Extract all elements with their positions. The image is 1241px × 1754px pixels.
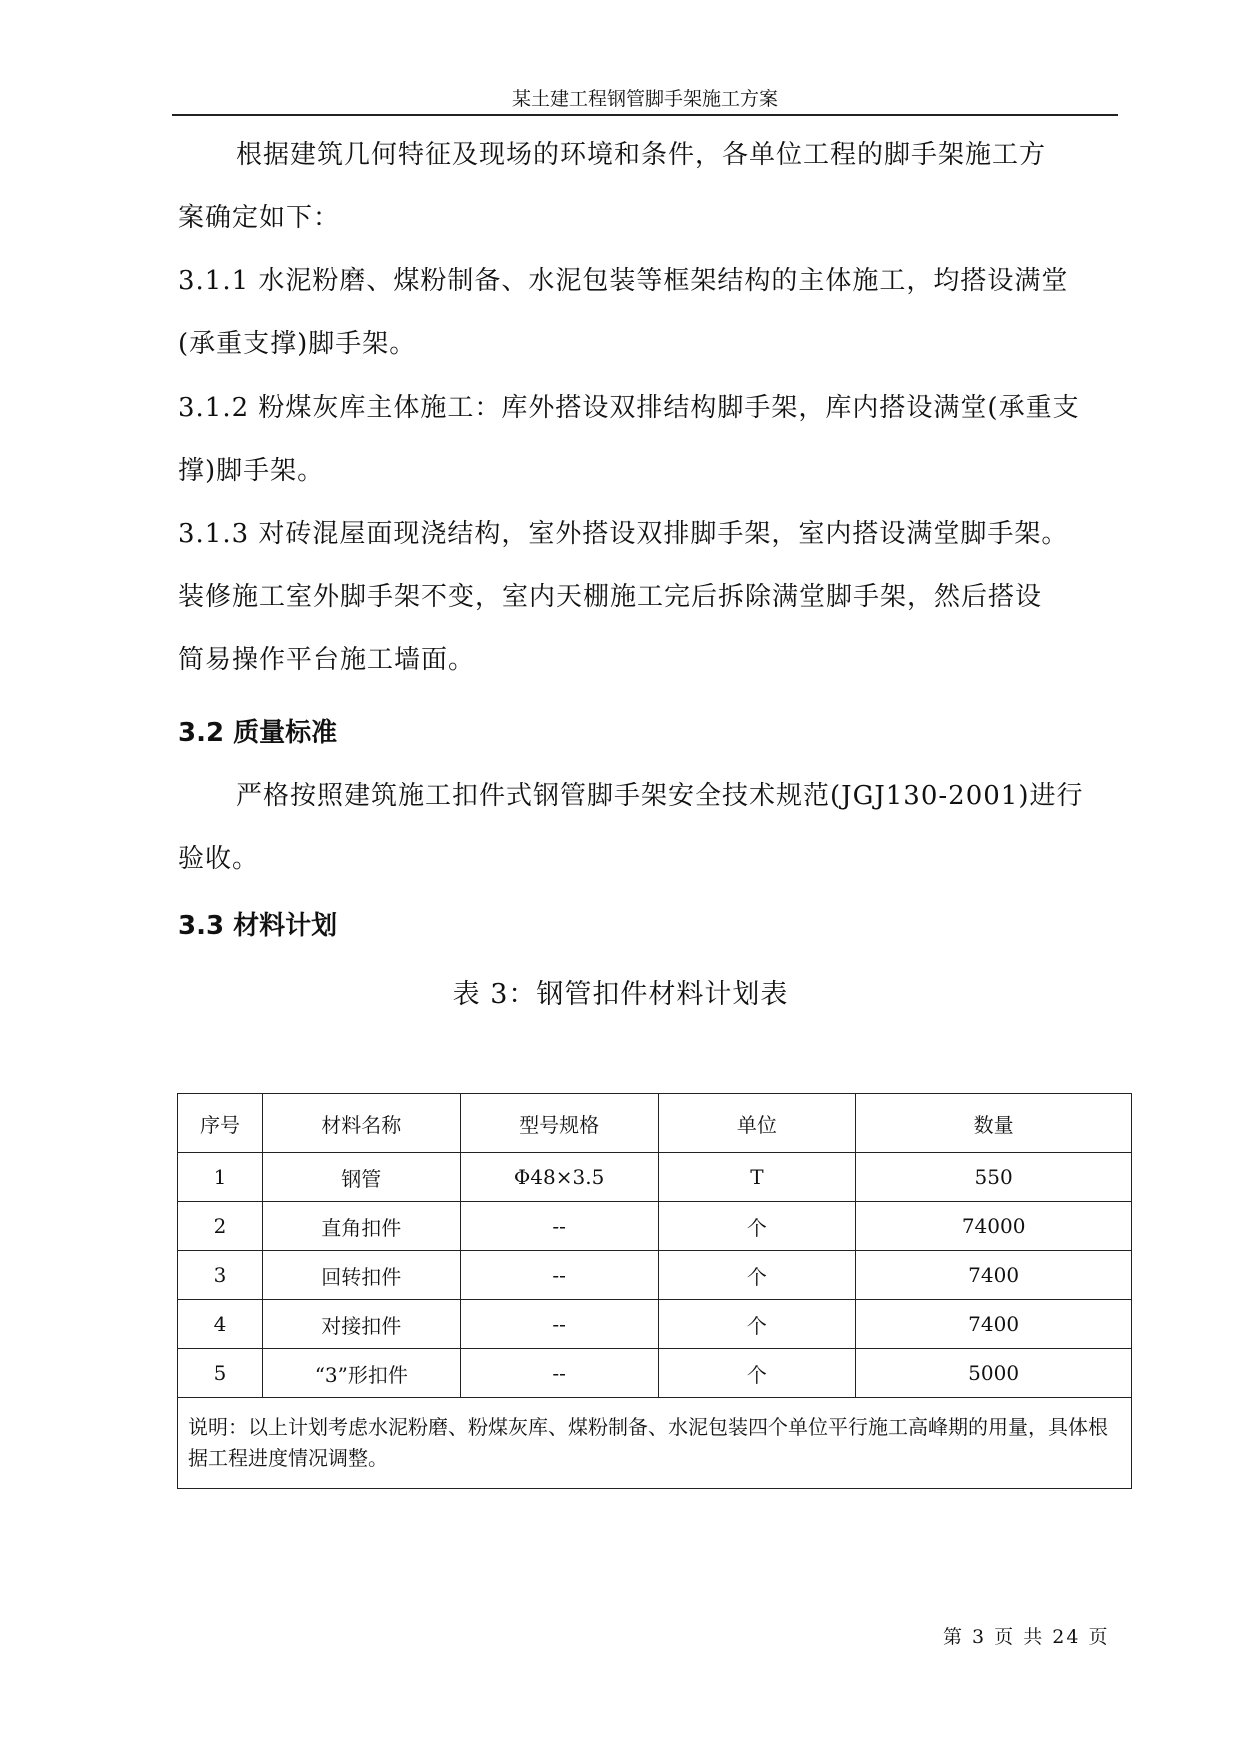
table-cell: -- bbox=[460, 1251, 658, 1300]
table-cell: 个 bbox=[658, 1349, 856, 1398]
paragraph-313-line1: 3.1.3 对砖混屋面现浇结构，室外搭设双排脚手架，室内搭设满堂脚手架。 bbox=[178, 519, 1069, 549]
header-cell-quantity: 数量 bbox=[856, 1094, 1132, 1153]
table-cell: 个 bbox=[658, 1202, 856, 1251]
paragraph-311-line2: (承重支撑)脚手架。 bbox=[178, 329, 417, 359]
table-cell: 钢管 bbox=[262, 1153, 460, 1202]
page-header: 某土建工程钢管脚手架施工方案 bbox=[172, 84, 1118, 116]
table-cell: 个 bbox=[658, 1251, 856, 1300]
table-cell: 回转扣件 bbox=[262, 1251, 460, 1300]
table-cell: “3”形扣件 bbox=[262, 1349, 460, 1398]
table-note: 说明：以上计划考虑水泥粉磨、粉煤灰库、煤粉制备、水泥包装四个单位平行施工高峰期的用量，具体根据工程进度情况调整。 bbox=[178, 1398, 1132, 1489]
paragraph-312-line1: 3.1.2 粉煤灰库主体施工：库外搭设双排结构脚手架，库内搭设满堂(承重支 bbox=[178, 393, 1080, 423]
page-footer: 第 3 页 共 24 页 bbox=[943, 1626, 1110, 1648]
table-cell: 对接扣件 bbox=[262, 1300, 460, 1349]
table-cell: T bbox=[658, 1153, 856, 1202]
table-cell: -- bbox=[460, 1202, 658, 1251]
table-cell: 个 bbox=[658, 1300, 856, 1349]
table-header-row bbox=[178, 1094, 1132, 1153]
table-cell: 7400 bbox=[856, 1251, 1132, 1300]
paragraph-quality-line1: 严格按照建筑施工扣件式钢管脚手架安全技术规范(JGJ130-2001)进行 bbox=[236, 781, 1084, 811]
table-cell: 74000 bbox=[856, 1202, 1132, 1251]
table-cell: 5000 bbox=[856, 1349, 1132, 1398]
paragraph-quality-line2: 验收。 bbox=[178, 844, 260, 874]
table-row bbox=[178, 1300, 1132, 1349]
table-row bbox=[178, 1349, 1132, 1398]
table-row bbox=[178, 1202, 1132, 1251]
table-note-row bbox=[178, 1398, 1132, 1489]
table-cell: 直角扣件 bbox=[262, 1202, 460, 1251]
table-cell: -- bbox=[460, 1300, 658, 1349]
paragraph-312-line2: 撑)脚手架。 bbox=[178, 456, 325, 486]
section-heading-quality: 3.2 质量标准 bbox=[178, 718, 338, 748]
table-cell: 4 bbox=[178, 1300, 263, 1349]
section-heading-material: 3.3 材料计划 bbox=[178, 911, 338, 941]
header-cell-name: 材料名称 bbox=[262, 1094, 460, 1153]
paragraph-intro-line1: 根据建筑几何特征及现场的环境和条件，各单位工程的脚手架施工方 bbox=[236, 140, 1047, 170]
table-cell: Φ48×3.5 bbox=[460, 1153, 658, 1202]
table-row bbox=[178, 1153, 1132, 1202]
table-cell: 3 bbox=[178, 1251, 263, 1300]
table-cell: -- bbox=[460, 1349, 658, 1398]
header-cell-spec: 型号规格 bbox=[460, 1094, 658, 1153]
table-cell: 550 bbox=[856, 1153, 1132, 1202]
paragraph-313-line3: 简易操作平台施工墙面。 bbox=[178, 645, 476, 675]
table-row bbox=[178, 1251, 1132, 1300]
header-cell-unit: 单位 bbox=[658, 1094, 856, 1153]
table-cell: 2 bbox=[178, 1202, 263, 1251]
paragraph-313-line2: 装修施工室外脚手架不变，室内天棚施工完后拆除满堂脚手架，然后搭设 bbox=[178, 582, 1043, 612]
paragraph-311-line1: 3.1.1 水泥粉磨、煤粉制备、水泥包装等框架结构的主体施工，均搭设满堂 bbox=[178, 266, 1069, 296]
table-caption: 表 3：钢管扣件材料计划表 bbox=[452, 979, 789, 1010]
table-cell: 5 bbox=[178, 1349, 263, 1398]
paragraph-intro-line2: 案确定如下： bbox=[178, 203, 341, 233]
header-cell-index: 序号 bbox=[178, 1094, 263, 1153]
table-cell: 1 bbox=[178, 1153, 263, 1202]
material-plan-table bbox=[177, 1093, 1132, 1489]
table-cell: 7400 bbox=[856, 1300, 1132, 1349]
